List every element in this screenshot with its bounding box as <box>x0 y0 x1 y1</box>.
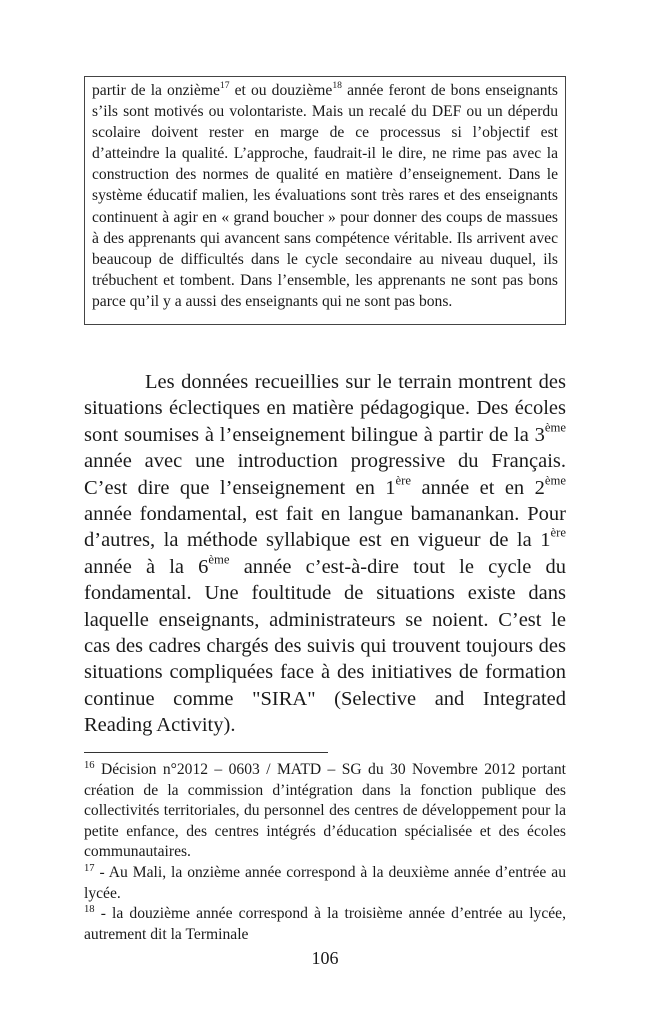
footnotes <box>84 760 566 945</box>
footnote-17: $^{17}$ - Au Mali, la onzième année correspond à la deuxième année d’entrée au lycée. <box>84 863 566 902</box>
footnote-18: $^{18}$ - la douzième année correspond à la troisième année d’entrée au lycée, autrement dit la Terminale <box>84 904 566 943</box>
page-number: 106 <box>311 948 339 968</box>
footnote-separator <box>84 752 328 753</box>
ordinal-sup: ème <box>544 473 566 488</box>
footnote-ref-17[interactable]: 17 <box>219 79 230 91</box>
ordinal-sup: ère <box>395 473 412 488</box>
body-paragraph-text: Les données recueillies sur le terrain montrent des situations éclectiques en matière pédagogique. Des écoles sont soumises à l’enseignement bilingue à partir de la 3ème année avec une introduction progressive du Français. C’est dire que l’enseignement en 1ère année et en 2ème année fondamental, est fait en langue bamanankan. Pour d’autres, la méthode syllabique est en vigueur de la 1ère année à la 6ème année c’est-à-dire tout le cycle du fondamental. Une foultitude de situations existe dans laquelle enseignants, administrateurs se noient. C’est le cas des cadres chargés des suivis qui trouvent toujours des situations compliquées face à des initiatives de formation continue comme "SIRA" (Selective and Integrated Reading Activity). <box>84 371 566 737</box>
ordinal-sup: ère <box>550 525 566 540</box>
footnote-16: $^{16}$ Décision n°2012 – 0603 / MATD – SG du 30 Novembre 2012 portant création de la commission d’intégration dans la fonction publique des collectivités territoriales, du personnel des centres de développement pour la petite enfance, des centres intégrés d’éducation spécialisée et des écoles communautaires. <box>84 760 566 861</box>
ordinal-sup: ème <box>544 420 566 435</box>
boxed-quote-text: partir de la onzième$^{17}$ et ou douzième$^{18}$ année feront de bons enseignants s’ils sont motivés ou volontariste. Mais un recalé du DEF ou un déperdu scolaire doivent rester en marge de ce processus si l’objectif est d’atteindre la qualité. L’approche, faudrait-il le dire, ne rime pas avec la construction des normes de qualité en matière d’enseignement. Dans le système éducatif malien, les évaluations sont très rares et des enseignants continuent à agir en « grand boucher » pour donner des coups de massues à des apprenants qui avancent sans compétence véritable. Ils arrivent avec beaucoup de difficultés dans le cycle secondaire au niveau duquel, ils trébuchent et tombent. Dans l’ensemble, les apprenants ne sont pas bons parce qu’il y a aussi des enseignants qui ne sont pas bons. <box>92 79 558 310</box>
body-paragraph <box>84 369 566 739</box>
ordinal-sup: ème <box>208 552 230 567</box>
boxed-quote <box>84 76 566 325</box>
footnote-ref-18[interactable]: 18 <box>332 79 342 91</box>
